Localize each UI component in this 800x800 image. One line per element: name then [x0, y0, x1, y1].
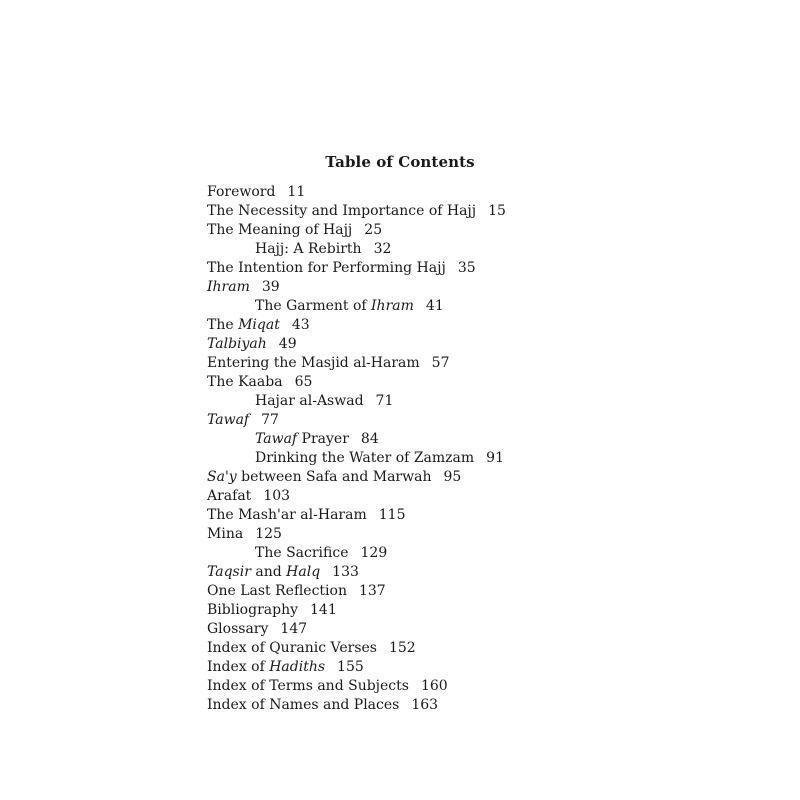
- toc-entry: [207, 677, 506, 696]
- toc-entry-title-segment: Glossary: [207, 621, 269, 637]
- toc-entry-title-segment: Halq: [286, 564, 321, 580]
- toc-entry: [207, 582, 506, 601]
- toc-entry: [207, 183, 506, 202]
- toc-entry: [207, 506, 506, 525]
- toc-page-number: 39: [261, 279, 280, 295]
- toc-entry-title-segment: The: [207, 317, 239, 333]
- toc-entry-title-segment: Tawaf: [207, 412, 250, 428]
- toc-page-number: 133: [332, 564, 359, 580]
- toc-page-number: 15: [488, 203, 506, 219]
- toc-entry: [207, 221, 506, 240]
- toc-entry-title-segment: Hajar al-Aswad: [255, 393, 364, 409]
- toc-page-number: 95: [443, 469, 462, 485]
- toc-subentry: [207, 297, 506, 316]
- toc-entry-title-segment: Taqsir: [207, 564, 251, 580]
- toc-entry-title-segment: The Kaaba: [207, 374, 283, 390]
- toc-entry-title-segment: One Last Reflection: [207, 583, 347, 599]
- toc-page-number: 32: [373, 241, 392, 257]
- toc-entry: [207, 335, 506, 354]
- toc-entry-title-segment: Prayer: [297, 431, 349, 447]
- toc-entry: [207, 601, 506, 620]
- toc-page-number: 152: [388, 640, 416, 656]
- toc-entry: [207, 525, 506, 544]
- toc-page-number: 35: [457, 260, 476, 276]
- toc-entry: [207, 696, 506, 715]
- toc-entry-title-segment: Index of Terms and Subjects: [207, 678, 409, 694]
- toc-entry-title-segment: Mina: [207, 526, 244, 542]
- toc-entry: [207, 411, 506, 430]
- toc-entry-title-segment: Ihram: [207, 279, 250, 295]
- toc-entry-title-segment: Index of Names and Places: [207, 697, 400, 713]
- toc-entry-title-segment: Index of Quranic Verses: [207, 640, 377, 656]
- toc-page-number: 43: [291, 317, 310, 333]
- toc-entry: [207, 639, 506, 658]
- toc-entry-title-segment: Arafat: [207, 488, 252, 504]
- toc-page-number: 49: [278, 336, 297, 352]
- toc-entry: [207, 202, 506, 221]
- toc-page-number: 115: [378, 507, 406, 523]
- toc-subentry: [207, 449, 506, 468]
- toc-title: Table of Contents: [325, 153, 475, 171]
- toc-entry: [207, 620, 506, 639]
- toc-entry-title-segment: Talbiyah: [207, 336, 267, 352]
- toc-page-number: 41: [425, 298, 444, 314]
- toc-page-number: 137: [358, 583, 386, 599]
- toc-page-number: 155: [337, 659, 364, 675]
- toc-entry: [207, 373, 506, 392]
- toc-entry-title-segment: The Meaning of Hajj: [207, 222, 353, 238]
- toc-page-number: 91: [486, 450, 504, 466]
- toc-page-number: 77: [261, 412, 279, 428]
- toc-entry: [207, 658, 506, 677]
- toc-list: [207, 183, 506, 715]
- toc-entry: [207, 354, 506, 373]
- toc-entry-title-segment: Foreword: [207, 184, 276, 200]
- toc-subentry: [207, 430, 506, 449]
- toc-entry: [207, 563, 506, 582]
- toc-page-number: 11: [287, 184, 306, 200]
- toc-page-number: 125: [255, 526, 282, 542]
- toc-entry-title-segment: between Safa and Marwah: [236, 469, 432, 485]
- toc-entry-title-segment: Entering the Masjid al-Haram: [207, 355, 420, 371]
- toc-entry-title-segment: The Mash'ar al-Haram: [207, 507, 367, 523]
- toc-page-number: 103: [263, 488, 291, 504]
- toc-entry: [207, 487, 506, 506]
- toc-page-number: 163: [411, 697, 439, 713]
- toc-subentry: [207, 240, 506, 259]
- toc-entry: [207, 278, 506, 297]
- toc-page-number: 25: [364, 222, 383, 238]
- toc-page-number: 84: [360, 431, 379, 447]
- toc-entry: [207, 259, 506, 278]
- toc-subentry: [207, 544, 506, 563]
- toc-page-number: 57: [431, 355, 450, 371]
- toc-page-number: 129: [360, 545, 388, 561]
- toc-entry-title-segment: The Necessity and Importance of Hajj: [207, 203, 477, 219]
- toc-page-number: 147: [280, 621, 308, 637]
- toc-entry-title-segment: Index of: [207, 659, 270, 675]
- toc-entry-title-segment: Ihram: [371, 298, 414, 314]
- toc-page-number: 71: [375, 393, 394, 409]
- toc-entry: [207, 316, 506, 335]
- toc-entry-title-segment: The Sacrifice: [255, 545, 349, 561]
- toc-entry: [207, 468, 506, 487]
- toc-entry-title-segment: The Garment of: [255, 298, 372, 314]
- toc-entry-title-segment: Drinking the Water of Zamzam: [255, 450, 475, 466]
- toc-page-number: 141: [310, 602, 337, 618]
- toc-entry-title-segment: Hajj: A Rebirth: [255, 241, 362, 257]
- toc-subentry: [207, 392, 506, 411]
- toc-entry-title-segment: and: [250, 564, 287, 580]
- toc-page-number: 160: [420, 678, 448, 694]
- toc-entry-title-segment: Miqat: [238, 317, 280, 333]
- toc-entry-title-segment: Sa'y: [207, 469, 237, 485]
- toc-page-number: 65: [294, 374, 313, 390]
- toc-entry-title-segment: Bibliography: [207, 602, 298, 618]
- toc-entry-title-segment: Tawaf: [255, 431, 298, 447]
- toc-entry-title-segment: Hadiths: [269, 659, 326, 675]
- toc-entry-title-segment: The Intention for Performing Hajj: [207, 260, 446, 276]
